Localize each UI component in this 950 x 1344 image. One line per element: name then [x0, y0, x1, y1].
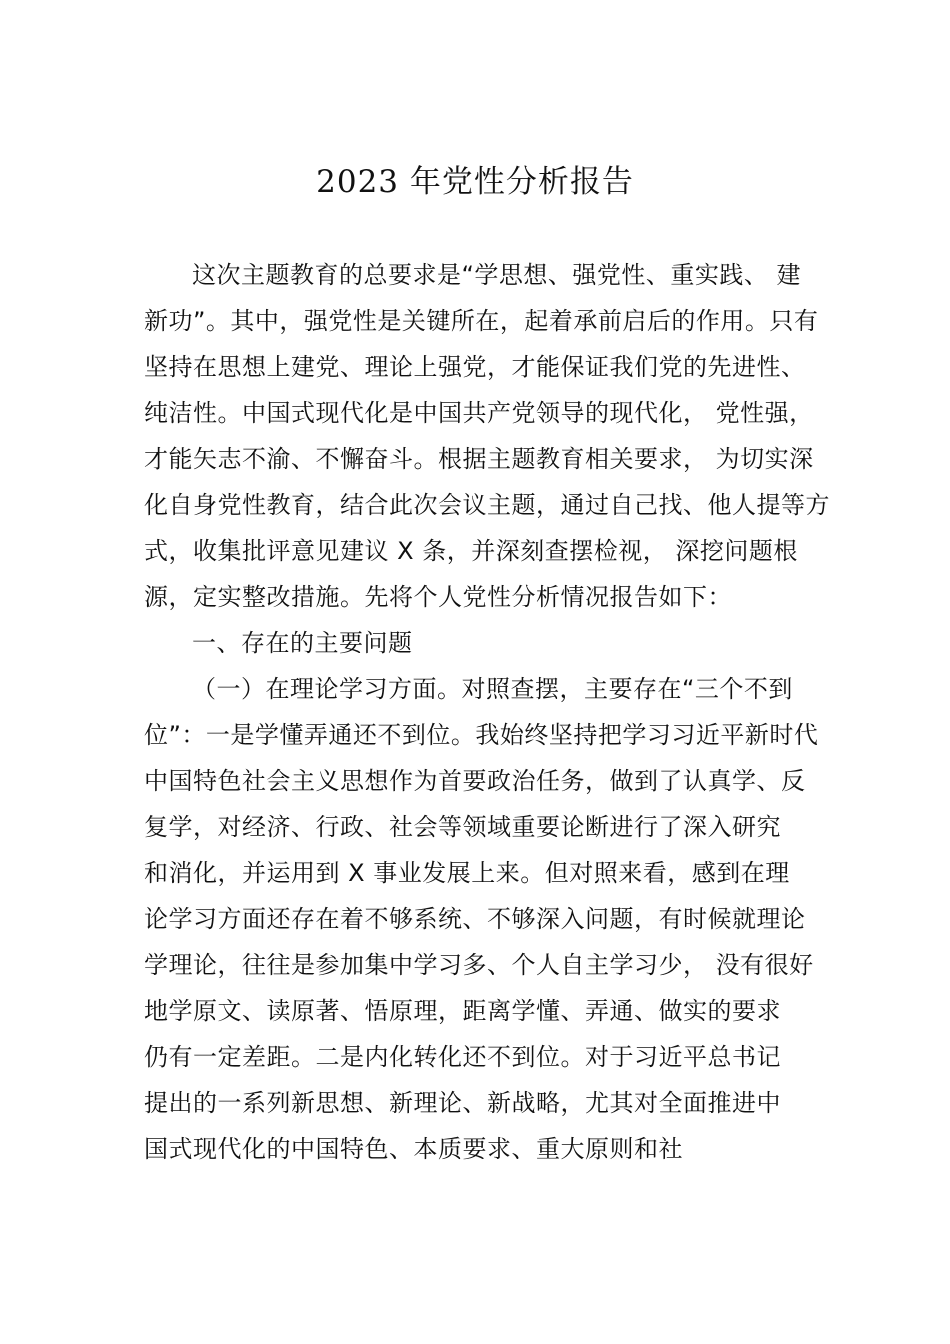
- document-title: 2023 年党性分析报告: [316, 164, 634, 200]
- paragraph-line: 才能矢志不渝、不懈奋斗。根据主题教育相关要求， 为切实深: [144, 445, 814, 473]
- paragraph-line: 国式现代化的中国特色、本质要求、重大原则和社: [144, 1135, 683, 1163]
- section-heading: 一、存在的主要问题: [192, 629, 413, 657]
- paragraph-line: 论学习方面还存在着不够系统、不够深入问题，有时候就理论: [144, 905, 806, 933]
- paragraph-line: 提出的一系列新思想、新理论、新战略，尤其对全面推进中: [144, 1089, 781, 1117]
- paragraph-line: 和消化，并运用到 X 事业发展上来。但对照来看，感到在理: [144, 859, 790, 887]
- document-body: [144, 252, 830, 1172]
- subsection-line: （一）在理论学习方面。对照查摆，主要存在“三个不到: [192, 675, 793, 703]
- paragraph-line: 源，定实整改措施。先将个人党性分析情况报告如下：: [144, 583, 732, 611]
- paragraph-line: 坚持在思想上建党、理论上强党，才能保证我们党的先进性、: [144, 353, 806, 381]
- paragraph-line: 式，收集批评意见建议 X 条，并深刻查摆检视， 深挖问题根: [144, 537, 798, 565]
- paragraph-line: 化自身党性教育，结合此次会议主题，通过自己找、他人提等方: [144, 491, 830, 519]
- paragraph-line: 新功”。其中，强党性是关键所在，起着承前启后的作用。只有: [144, 307, 819, 335]
- paragraph-line: 中国特色社会主义思想作为首要政治任务，做到了认真学、反: [144, 767, 806, 795]
- paragraph-line: 复学，对经济、行政、社会等领域重要论断进行了深入研究: [144, 813, 781, 841]
- paragraph-line: 这次主题教育的总要求是“学思想、强党性、重实践、 建: [192, 261, 802, 289]
- paragraph-line: 纯洁性。中国式现代化是中国共产党领导的现代化， 党性强，: [144, 399, 814, 427]
- paragraph-line: 位”：一是学懂弄通还不到位。我始终坚持把学习习近平新时代: [144, 721, 819, 749]
- paragraph-line: 仍有一定差距。二是内化转化还不到位。对于习近平总书记: [144, 1043, 781, 1071]
- paragraph-line: 地学原文、读原著、悟原理，距离学懂、弄通、做实的要求: [144, 997, 781, 1025]
- paragraph-line: 学理论，往往是参加集中学习多、个人自主学习少， 没有很好: [144, 951, 814, 979]
